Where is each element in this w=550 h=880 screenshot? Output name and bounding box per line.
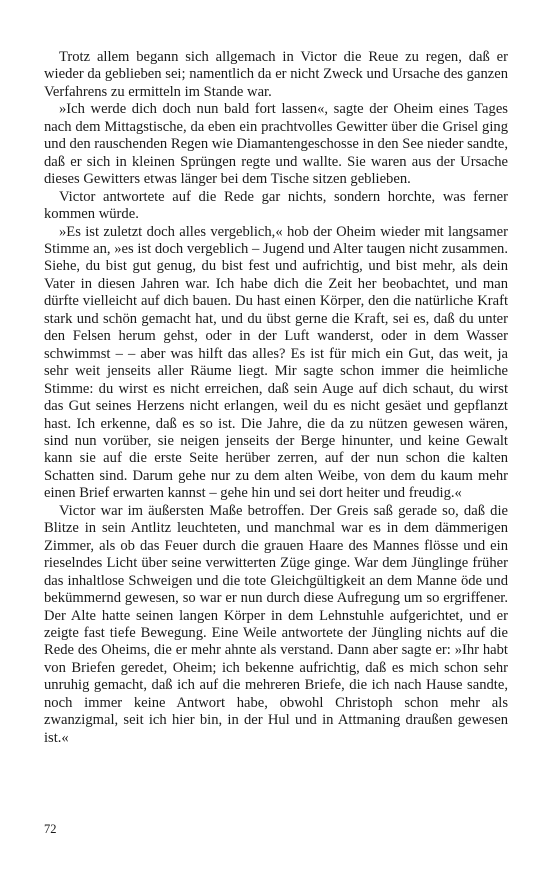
paragraph-1: Trotz allem begann sich allgemach in Victor die Reue zu regen, daß er wieder da geblieben sei; namentlich da er nicht Zweck und Ursache des ganzen Verfahrens zu ermitteln im Stande war. [44, 49, 508, 100]
paragraph-3: Victor antwortete auf die Rede gar nichts, sondern horchte, was ferner kommen würde. [44, 188, 508, 223]
page-body [44, 49, 508, 747]
paragraph-2: »Ich werde dich doch nun bald fort lassen«, sagte der Oheim eines Tages nach dem Mittagstische, da eben ein prachtvolles Gewitter über die Grisel ging und den rauschenden Regen wie Diamantengeschosse in den See nieder sandte, daß er sich in kleinen Sprüngen regte und wallte. Sie waren aus der Ursache dieses Gewitters etwas länger bei dem Tische sitzen geblieben. [44, 101, 509, 188]
page-number: 72 [44, 822, 57, 836]
paragraph-4: »Es ist zuletzt doch alles vergeblich,« hob der Oheim wieder mit langsamer Stimme an, »es ist doch vergeblich – Jugend und Alter taugen nicht zusammen. Siehe, du bist gut genug, du bist fest und aufrichtig, und bist mehr, als dein Vater in diesen Jahren war. Ich habe dich die Zeit her beobachtet, und man dürfte vielleicht auf dich bauen. Du hast einen Körper, den die natürliche Kraft stark und schön gemacht hat, und du übst gerne die Kraft, sei es, daß du unter den Felsen herum gehst, oder in der Luft wanderst, oder in dem Wasser schwimmst – – aber was hilft das alles? Es ist für mich ein Gut, das weit, ja sehr weit jenseits aller Räume liegt. Mir sagte schon immer die heimliche Stimme: du wirst es nicht erreichen, daß sein Auge auf dich schaut, du wirst das Gut seines Herzens nicht erlangen, weil du es nicht gesäet und gepflanzt hast. Ich erkenne, daß es so ist. Die Jahre, die da zu nützen gewesen wären, sind nun vorüber, sie neigen jenseits der Berge hinunter, und keine Gewalt kann sie auf die erste Seite herüber zerren, auf der nun schon die kalten Schatten sind. Darum gehe nur zu dem alten Weibe, von dem du kaum mehr einen Brief erwarten kannst – gehe hin und sei dort heiter und freudig.« [44, 223, 508, 502]
paragraph-5: Victor war im äußersten Maße betroffen. Der Greis saß gerade so, daß die Blitze in sein Antlitz leuchteten, und manchmal war es in dem dämmerigen Zimmer, als ob das Feuer durch die grauen Haare des Mannes flösse und ein rieselndes Licht über seine verwitterten Züge ginge. War dem Jünglinge früher das inhaltlose Schweigen und die tote Gleichgültigkeit an dem Manne öde und bekümmernd gewesen, so war er nun durch diese Aufregung um so ergriffener. Der Alte hatte seinen langen Körper in dem Lehnstuhle aufgerichtet, und er zeigte fast tiefe Bewegung. Eine Weile antwortete der Jüngling nichts auf die Rede des Oheims, die er mehr ahnte als verstand. Dann aber sagte er: »Ihr habt von Briefen geredet, Oheim; ich bekenne aufrichtig, daß es mich schon sehr unruhig gemacht, daß ich auf die mehreren Briefe, die ich nach Hause sandte, noch immer keine Antwort habe, obwohl Christoph schon mehr als zwanzigmal, seit ich hier bin, in der Hul und in Attmaning draußen gewesen ist.« [44, 502, 508, 746]
